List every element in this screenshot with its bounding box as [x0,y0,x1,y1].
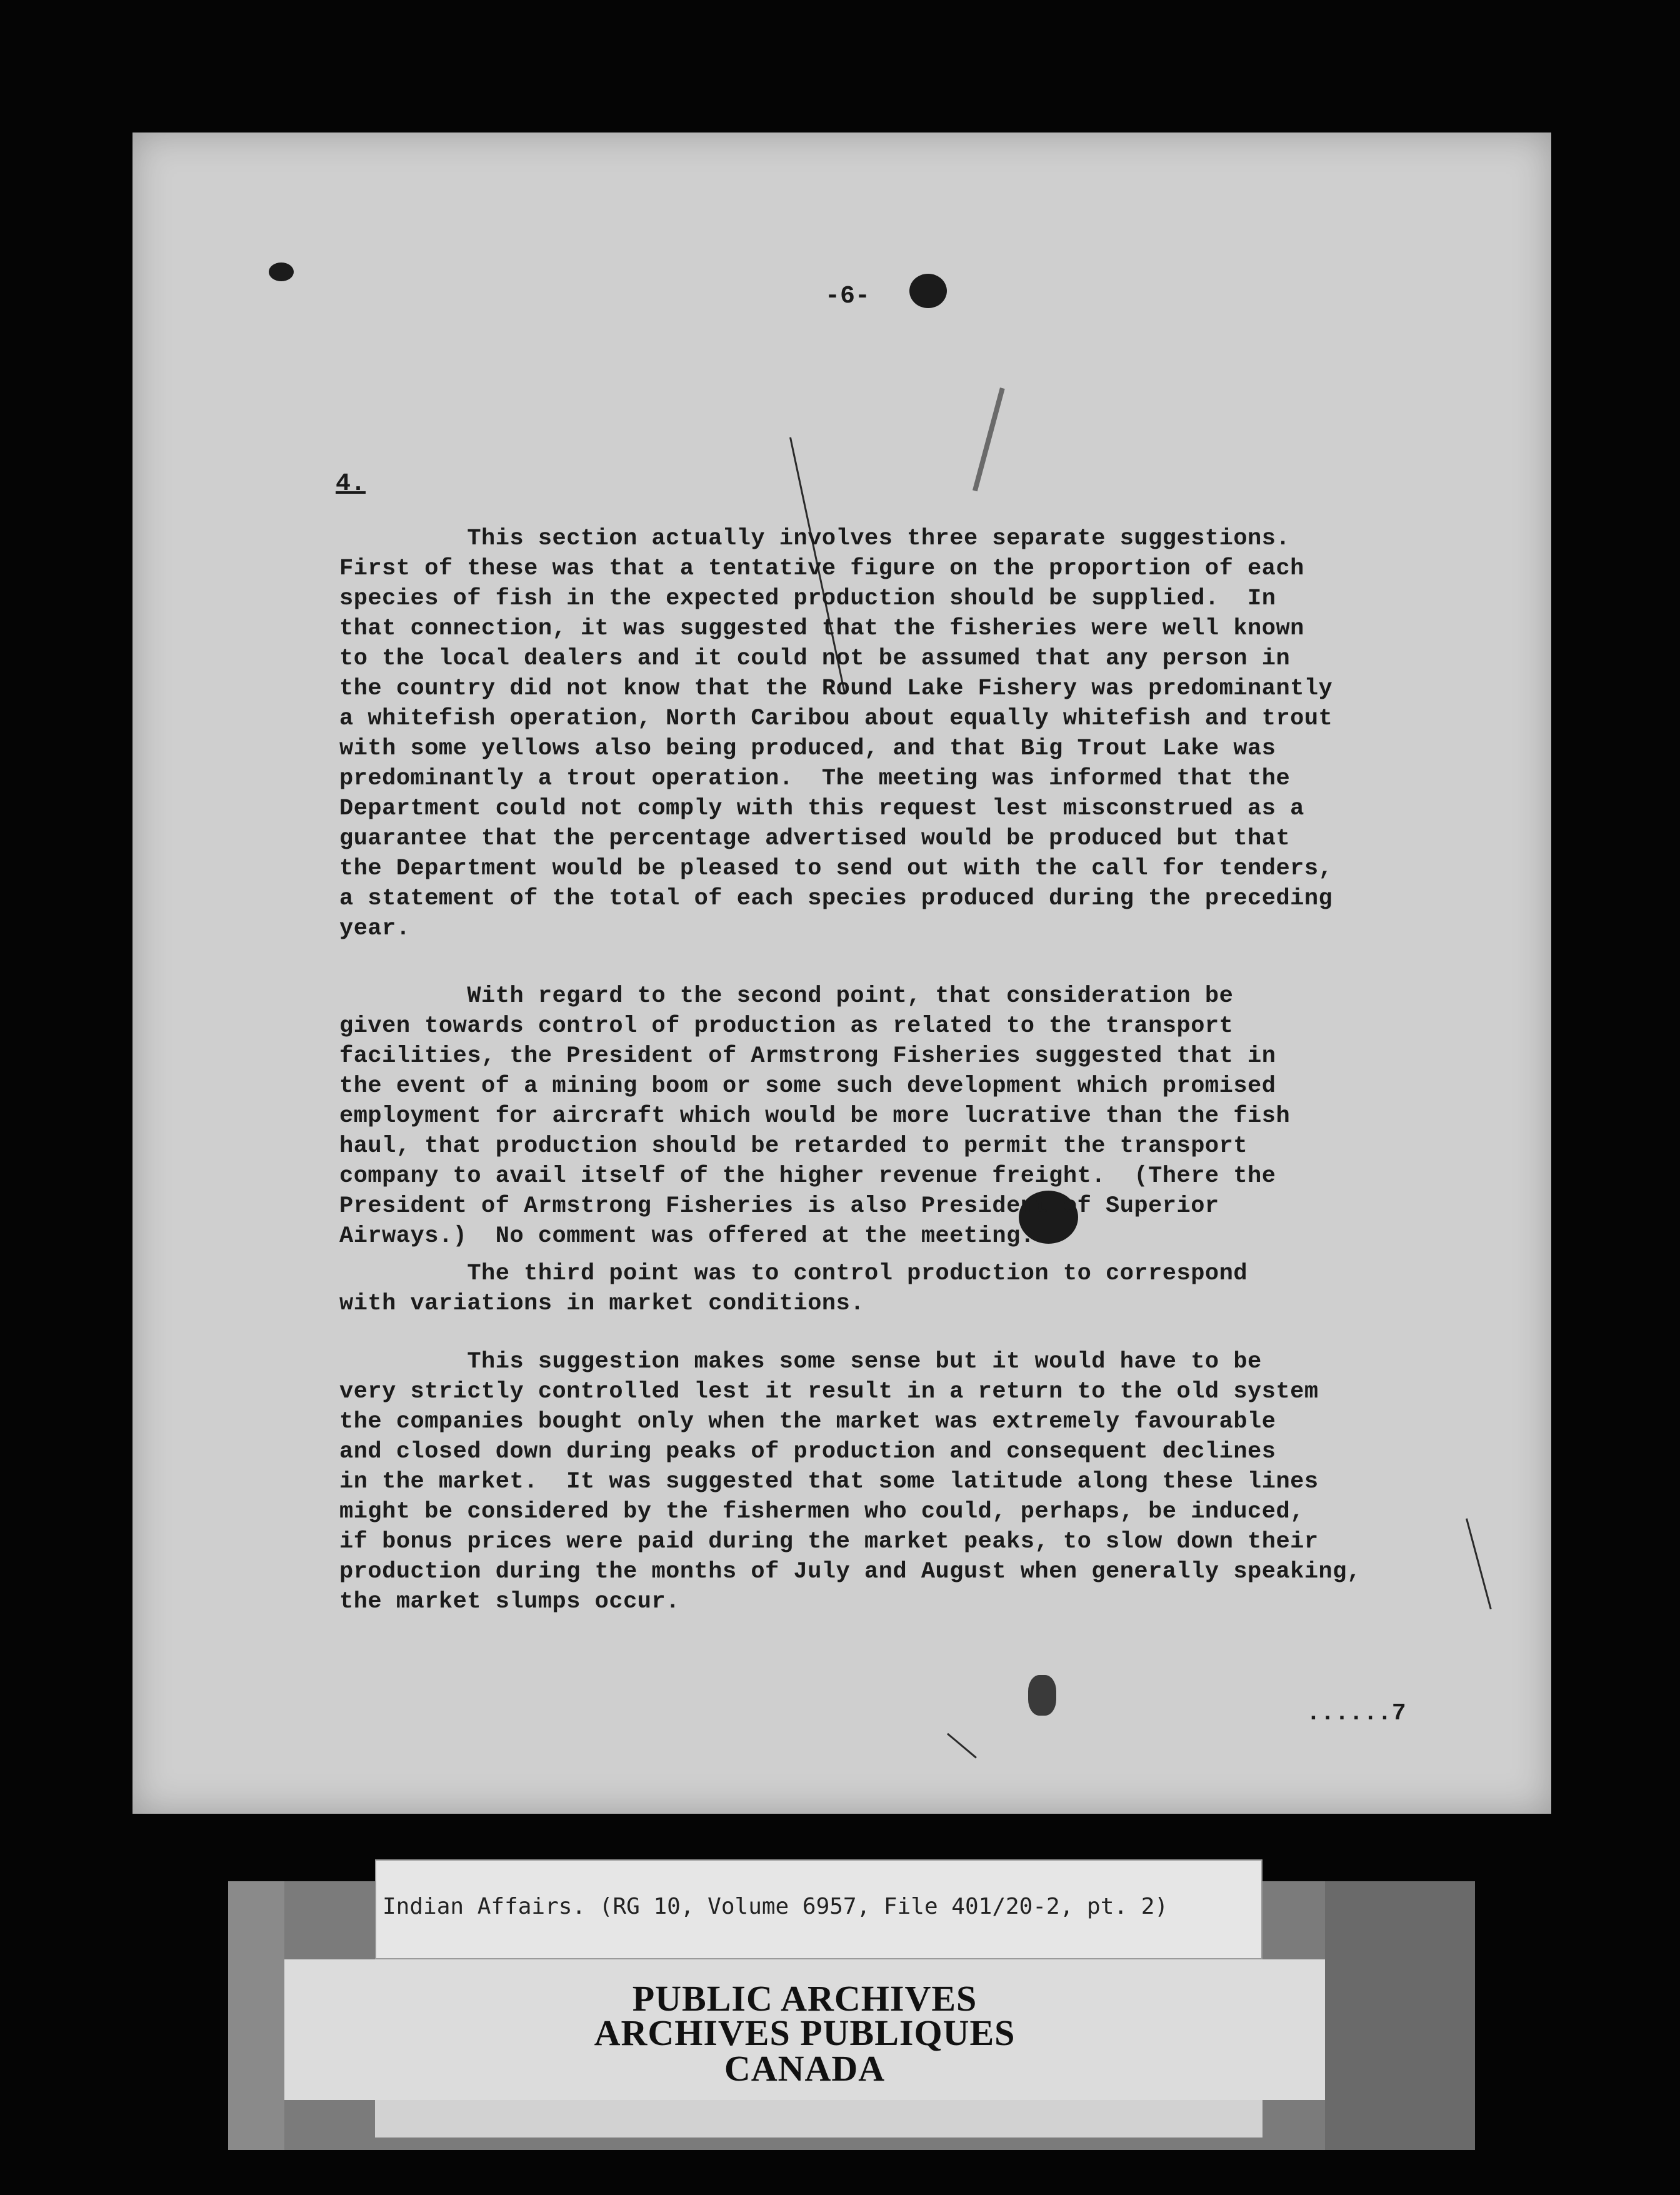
text-line: With regard to the second point, that consideration be [339,983,1234,1009]
text-line: the Department would be pleased to send out with the call for tenders, [339,856,1333,882]
text-line: First of these was that a tentative figure on the proportion of each [339,556,1304,582]
text-line: year. [339,916,411,942]
paragraph-2 [339,981,1402,1251]
text-line: the market slumps occur. [339,1589,680,1615]
paragraph-1 [339,524,1402,944]
stamp-line: PUBLIC ARCHIVES [632,1978,978,2019]
section-number: 4. [336,470,366,498]
stamp-line: ARCHIVES PUBLIQUES [594,2012,1016,2053]
text-line: and closed down during peaks of production and consequent declines [339,1439,1276,1465]
text-line: with variations in market conditions. [339,1291,865,1317]
ink-blot-top-left [269,262,294,281]
page-number: -6- [825,282,871,311]
text-line: species of fish in the expected production should be supplied. In [339,586,1276,612]
text-line: if bonus prices were paid during the market peaks, to slow down their [339,1529,1319,1555]
text-line: that connection, it was suggested that the fisheries were well known [339,616,1304,642]
text-line: the country did not know that the Round Lake Fishery was predominantly [339,676,1333,702]
text-line: given towards control of production as related to the transport [339,1013,1234,1039]
text-line: a statement of the total of each species produced during the preceding [339,886,1333,912]
text-line: facilities, the President of Armstrong Fisheries suggested that in [339,1043,1276,1069]
archive-strip-edge-left [228,1881,284,2150]
continuation-marker: ......7 [1306,1700,1406,1727]
text-line: the companies bought only when the market was extremely favourable [339,1409,1276,1435]
text-line: employment for aircraft which would be more lucrative than the fish [339,1103,1291,1129]
text-line: This section actually involves three separate suggestions. [339,526,1291,552]
text-line: Department could not comply with this request lest misconstrued as a [339,796,1304,822]
text-line: This suggestion makes some sense but it would have to be [339,1349,1262,1375]
text-line: President of Armstrong Fisheries is also President of Superior [339,1193,1219,1219]
stamp-line: CANADA [724,2048,886,2089]
paragraph-3 [339,1259,1402,1319]
ink-blot-top-center [909,274,947,308]
text-line: with some yellows also being produced, and that Big Trout Lake was [339,736,1276,762]
text-line: Airways.) No comment was offered at the meeting. [339,1223,1035,1249]
text-line: haul, that production should be retarded to permit the transport [339,1133,1248,1159]
text-line: might be considered by the fishermen who could, perhaps, be induced, [339,1499,1304,1525]
archive-strip-edge-right [1325,1881,1475,2150]
text-line: a whitefish operation, North Caribou about equally whitefish and trout [339,706,1333,732]
text-line: company to avail itself of the higher revenue freight. (There the [339,1163,1276,1189]
text-line: guarantee that the percentage advertised would be produced but that [339,826,1291,852]
text-line: predominantly a trout operation. The meeting was informed that the [339,766,1291,792]
text-line: to the local dealers and it could not be assumed that any person in [339,646,1291,672]
archive-reference: Indian Affairs. (RG 10, Volume 6957, File 401/20-2, pt. 2) [382,1894,1169,1919]
ink-blot-bottom [1028,1675,1056,1716]
text-line: very strictly controlled lest it result in a return to the old system [339,1379,1319,1405]
paragraph-4 [339,1347,1402,1617]
text-line: The third point was to control production to correspond [339,1261,1248,1287]
text-line: production during the months of July and August when generally speaking, [339,1559,1361,1585]
text-line: in the market. It was suggested that some latitude along these lines [339,1469,1319,1495]
text-line: the event of a mining boom or some such development which promised [339,1073,1276,1099]
archive-stamp-bottom [375,2100,1262,2138]
